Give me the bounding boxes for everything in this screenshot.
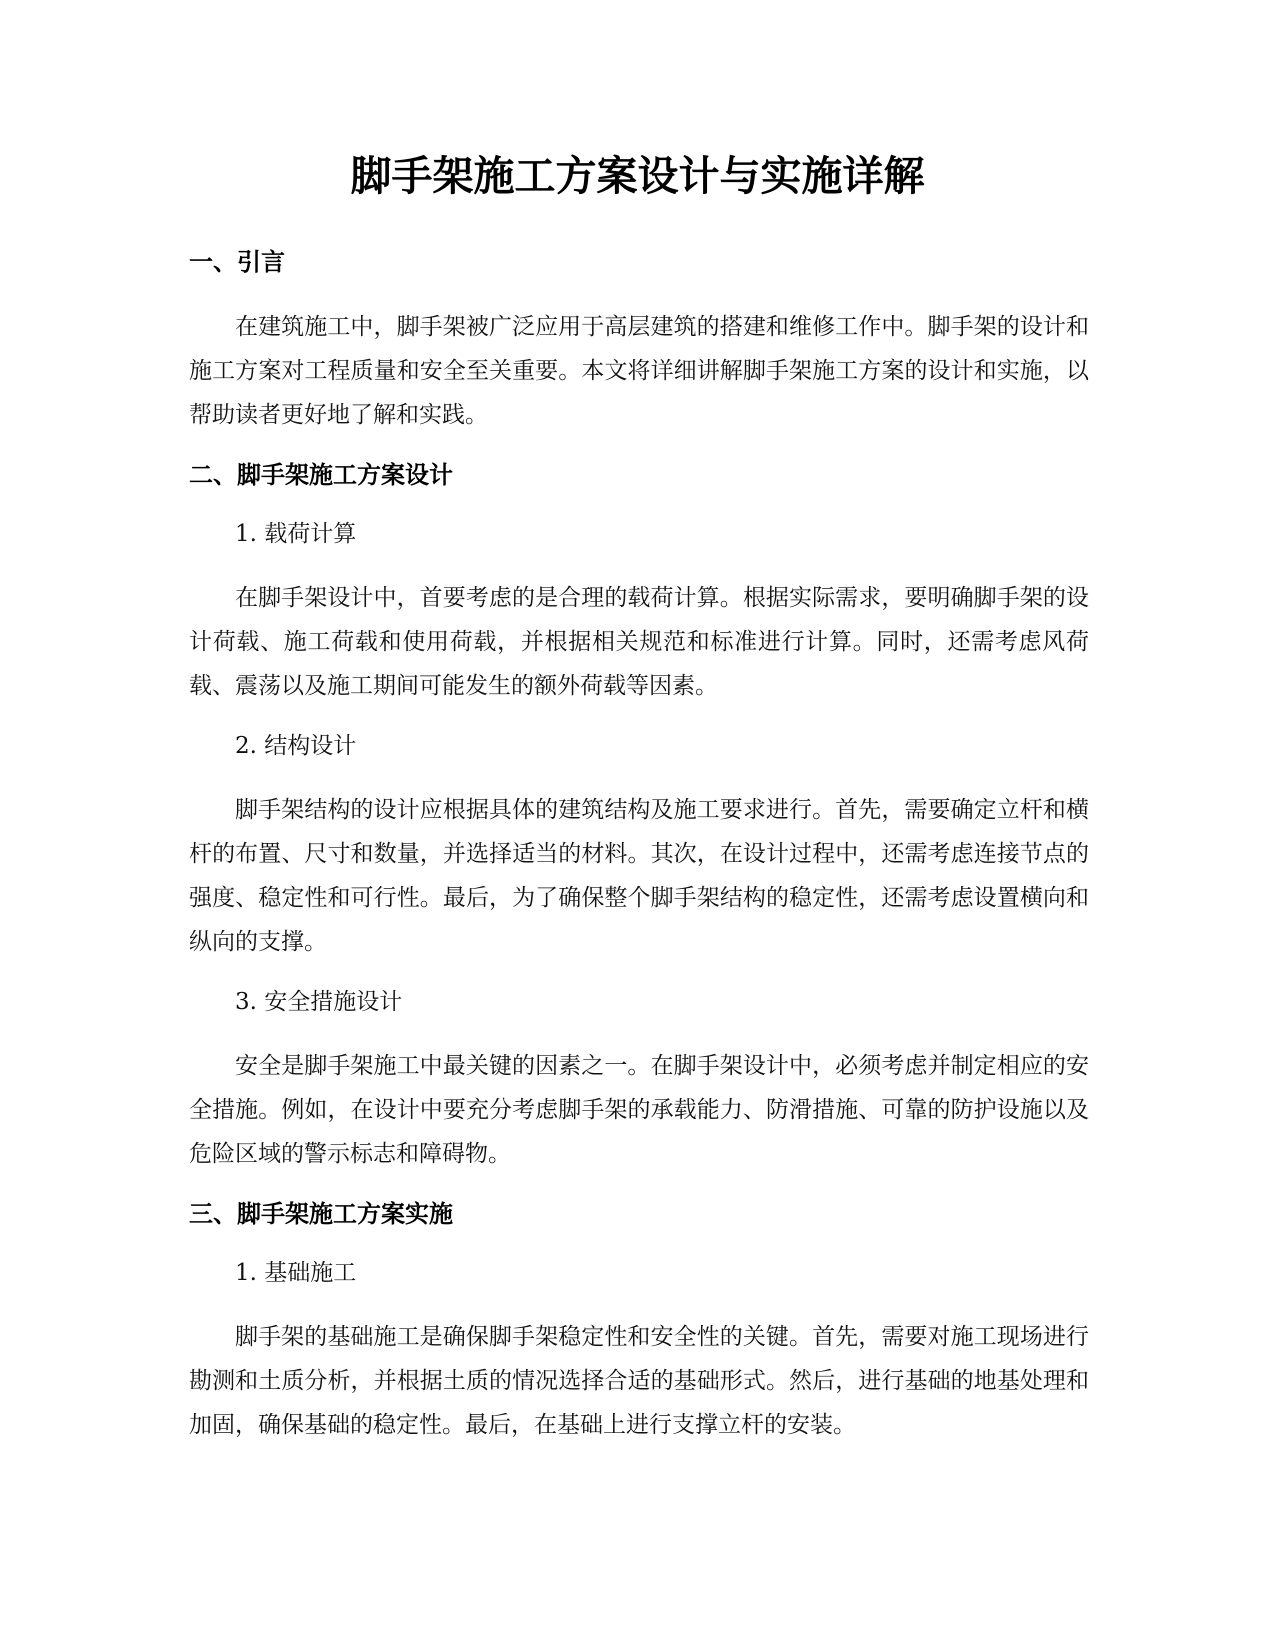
subsection-heading: 3. 安全措施设计 <box>235 989 403 1015</box>
paragraph: 脚手架的基础施工是确保脚手架稳定性和安全性的关键。首先，需要对施工现场进行勘测和土质分析，并根据土质的情况选择合适的基础形式。然后，进行基础的地基处理和加固，确保基础的稳定性。最后，在基础上进行支撑立杆的安装。 <box>189 1324 1089 1438</box>
section-implementation <box>189 1196 1089 1447</box>
subsection-heading: 1. 基础施工 <box>235 1260 357 1286</box>
subsection-heading: 2. 结构设计 <box>235 733 357 759</box>
paragraph: 安全是脚手架施工中最关键的因素之一。在脚手架设计中，必须考虑并制定相应的安全措施。例如，在设计中要充分考虑脚手架的承载能力、防滑措施、可靠的防护设施以及危险区域的警示标志和障碍物。 <box>189 1053 1089 1167</box>
document-title: 脚手架施工方案设计与实施详解 <box>350 152 925 200</box>
section-heading: 一、引言 <box>189 248 285 276</box>
paragraph: 脚手架结构的设计应根据具体的建筑结构及施工要求进行。首先，需要确定立杆和横杆的布置、尺寸和数量，并选择适当的材料。其次，在设计过程中，还需考虑连接节点的强度、稳定性和可行性。最后，为了确保整个脚手架结构的稳定性，还需考虑设置横向和纵向的支撑。 <box>189 797 1089 955</box>
paragraph: 在建筑施工中，脚手架被广泛应用于高层建筑的搭建和维修工作中。脚手架的设计和施工方案对工程质量和安全至关重要。本文将详细讲解脚手架施工方案的设计和实施，以帮助读者更好地了解和实践。 <box>189 314 1089 428</box>
document-body <box>189 244 1089 1447</box>
section-heading: 二、脚手架施工方案设计 <box>189 461 453 489</box>
section-design <box>189 457 1089 1176</box>
section-introduction <box>189 244 1089 437</box>
subsection-heading: 1. 载荷计算 <box>235 521 357 547</box>
paragraph: 在脚手架设计中，首要考虑的是合理的载荷计算。根据实际需求，要明确脚手架的设计荷载、施工荷载和使用荷载，并根据相关规范和标准进行计算。同时，还需考虑风荷载、震荡以及施工期间可能发生的额外荷载等因素。 <box>189 585 1089 699</box>
section-heading: 三、脚手架施工方案实施 <box>189 1200 453 1228</box>
